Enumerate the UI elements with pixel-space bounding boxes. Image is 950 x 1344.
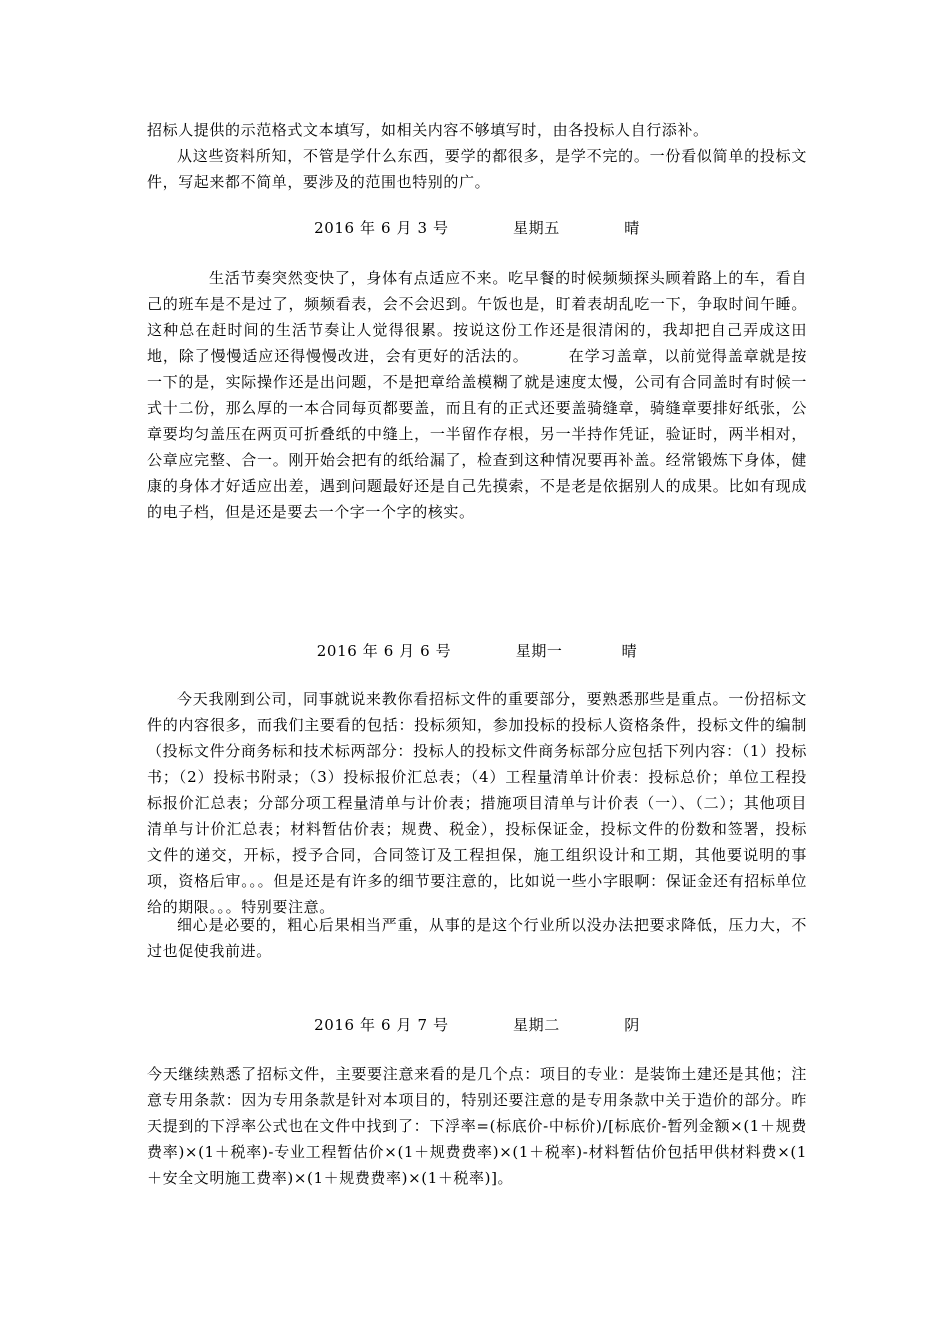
entry-heading-june-3 [147, 215, 807, 241]
entry-body-june-3: 生活节奏突然变快了，身体有点适应不来。吃早餐的时候频频探头顾着路上的车，看自己的班车是不是过了，频频看表，会不会迟到。午饭也是，盯着表胡乱吃一下，争取时间午睡。这种总在赶时间的生活节奏让人觉得很累。按说这份工作还是很清闲的，我却把自己弄成这田地，除了慢慢适应还得慢慢改进，会有更好的活法的。 在学习盖章，以前觉得盖章就是按一下的是，实际操作还是出问题，不是把章给盖模糊了就是速度太慢，公司有合同盖时有时候一式十二份，那么厚的一本合同每页都要盖，而且有的正式还要盖骑缝章，骑缝章要排好纸张，公章要均匀盖压在两页可折叠纸的中缝上，一半留作存根，另一半持作凭证，验证时，两半相对，公章应完整、合一。刚开始会把有的纸给漏了，检查到这种情况要再补盖。经常锻炼下身体，健康的身体才好适应出差，遇到问题最好还是自己先摸索，不是老是依据别人的成果。比如有现成的电子档，但是还是要去一个字一个字的核实。 [147, 269, 807, 521]
entry-weather: 晴 [624, 219, 640, 237]
entry-weekday: 星期一 [515, 642, 563, 660]
paragraph-continuation: 招标人提供的示范格式文本填写，如相关内容不够填写时，由各投标人自行添补。 [147, 121, 709, 139]
entry-date: 2016 年 6 月 7 号 [314, 1016, 449, 1034]
entry-body-june-7: 今天继续熟悉了招标文件，主要要注意来看的是几个点：项目的专业：是装饰土建还是其他；注意专用条款：因为专用条款是针对本项目的，特别还要注意的是专用条款中关于造价的部分。昨天提到的下浮率公式也在文件中找到了：下浮率=(标底价-中标价)/[标底价-暂列金额×(1＋规费费率)×(1＋税率)-专业工程暂估价×(1＋规费费率)×(1＋税率)-材料暂估价包括甲供材料费×(1＋安全文明施工费率)×(1＋规费费率)×(1＋税率)]。 [147, 1065, 807, 1187]
entry-heading-june-7 [147, 1012, 807, 1038]
entry-weather: 阴 [624, 1016, 640, 1034]
paragraph-reflection: 从这些资料所知，不管是学什么东西，要学的都很多，是学不完的。一份看似简单的投标文件，写起来都不简单，要涉及的范围也特别的广。 [147, 147, 807, 191]
entry-date: 2016 年 6 月 6 号 [316, 642, 452, 660]
entry-weekday: 星期五 [513, 219, 560, 237]
entry-heading-june-6 [147, 638, 807, 664]
entry-date: 2016 年 6 月 3 号 [314, 219, 449, 237]
entry-body-june-6-conclusion: 细心是必要的，粗心后果相当严重，从事的是这个行业所以没办法把要求降低，压力大，不过也促使我前进。 [147, 916, 807, 960]
entry-body-june-6: 今天我刚到公司，同事就说来教你看招标文件的重要部分，要熟悉那些是重点。一份招标文件的内容很多，而我们主要看的包括：投标须知，参加投标的投标人资格条件，投标文件的编制（投标文件分商务标和技术标两部分：投标人的投标文件商务标部分应包括下列内容：（1）投标书；（2）投标书附录；（3）投标报价汇总表；（4）工程量清单计价表：投标总价；单位工程投标报价汇总表；分部分项工程量清单与计价表；措施项目清单与计价表（一）、（二）；其他项目清单与计价汇总表；材料暂估价表；规费、税金），投标保证金，投标文件的份数和签署，投标文件的递交，开标，授予合同，合同签订及工程担保，施工组织设计和工期，其他要说明的事项，资格后审。。。但是还是有许多的细节要注意的，比如说一些小字眼啊：保证金还有招标单位给的期限。。。特别要注意。 [147, 690, 807, 916]
entry-weekday: 星期二 [513, 1016, 560, 1034]
entry-weather: 晴 [621, 642, 638, 660]
